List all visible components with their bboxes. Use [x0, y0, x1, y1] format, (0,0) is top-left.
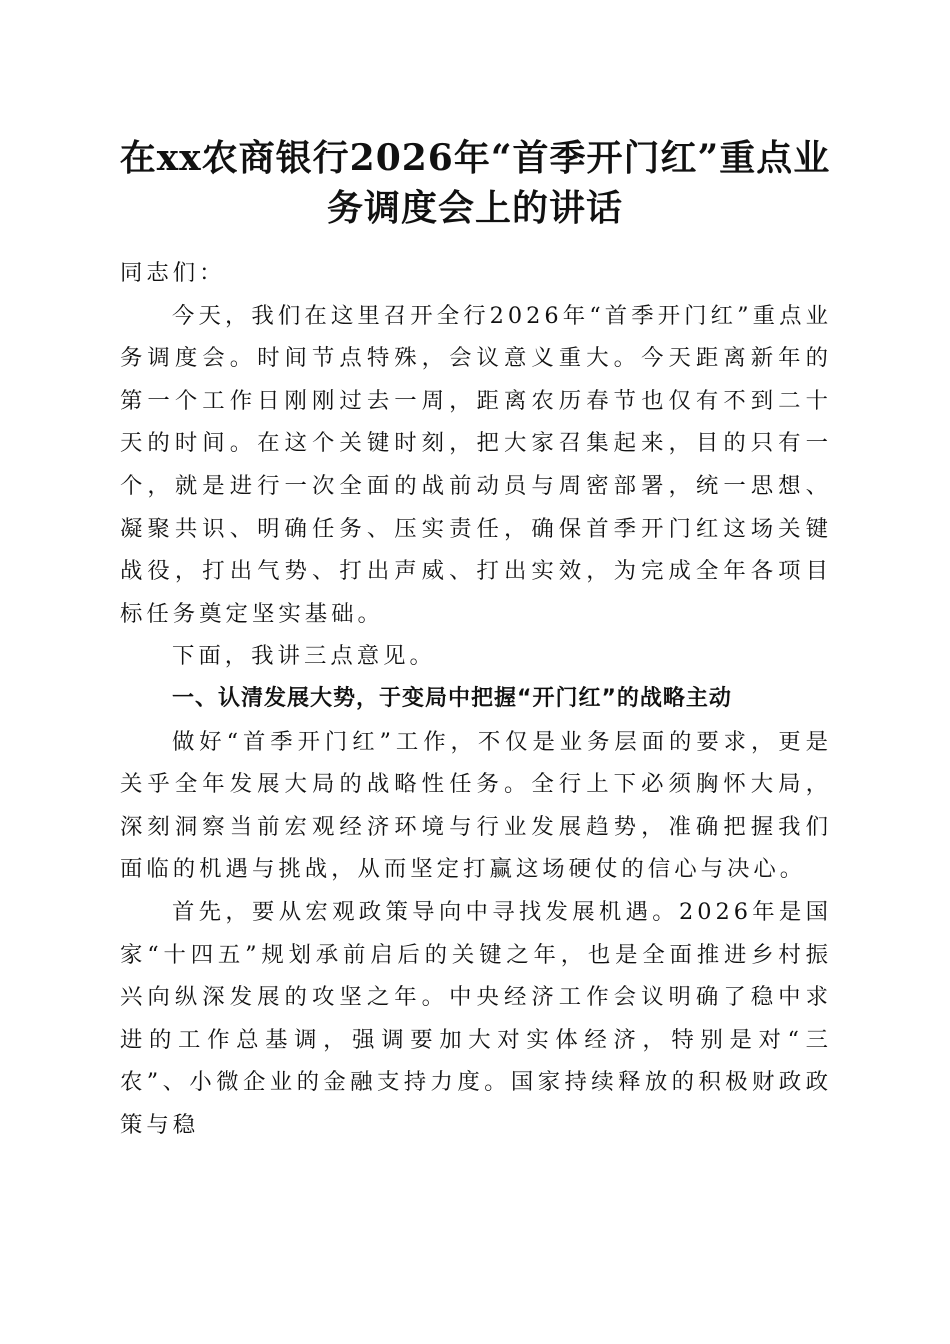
salutation: 同志们： [120, 260, 226, 286]
paragraph-outline: 下面，我讲三点意见。 [172, 643, 436, 670]
section-1-paragraph-1: 做好“首季开门红”工作，不仅是业务层面的要求，更是关乎全年发展大局的战略性任务。全行上下必须胸怀大局，深刻洞察当前宏观经济环境与行业发展趋势，准确把握我们面临的机遇与挑战，从而坚定打赢这场硬仗的信心与决心。 [120, 728, 832, 883]
document-body [120, 252, 832, 1146]
section-heading-1: 一、认清发展大势，于变局中把握“开门红”的战略主动 [172, 685, 732, 711]
title-line-1: 在xx农商银行2026年“首季开门红”重点业 [119, 137, 831, 179]
document-title [100, 133, 850, 233]
title-line-2: 务调度会上的讲话 [326, 187, 623, 229]
section-1-paragraph-2: 首先，要从宏观政策导向中寻找发展机遇。2026年是国家“十四五”规划承前启后的关键之年，也是全面推进乡村振兴向纵深发展的攻坚之年。中央经济工作会议明确了稳中求进的工作总基调，强调要加大对实体经济，特别是对“三农”、小微企业的金融支持力度。国家持续释放的积极财政政策与稳 [120, 898, 832, 1138]
paragraph-opening: 今天，我们在这里召开全行2026年“首季开门红”重点业务调度会。时间节点特殊，会议意义重大。今天距离新年的第一个工作日刚刚过去一周，距离农历春节也仅有不到二十天的时间。在这个关键时刻，把大家召集起来，目的只有一个，就是进行一次全面的战前动员与周密部署，统一思想、凝聚共识、明确任务、压实责任，确保首季开门红这场关键战役，打出气势、打出声威、打出实效，为完成全年各项目标任务奠定坚实基础。 [120, 302, 832, 627]
